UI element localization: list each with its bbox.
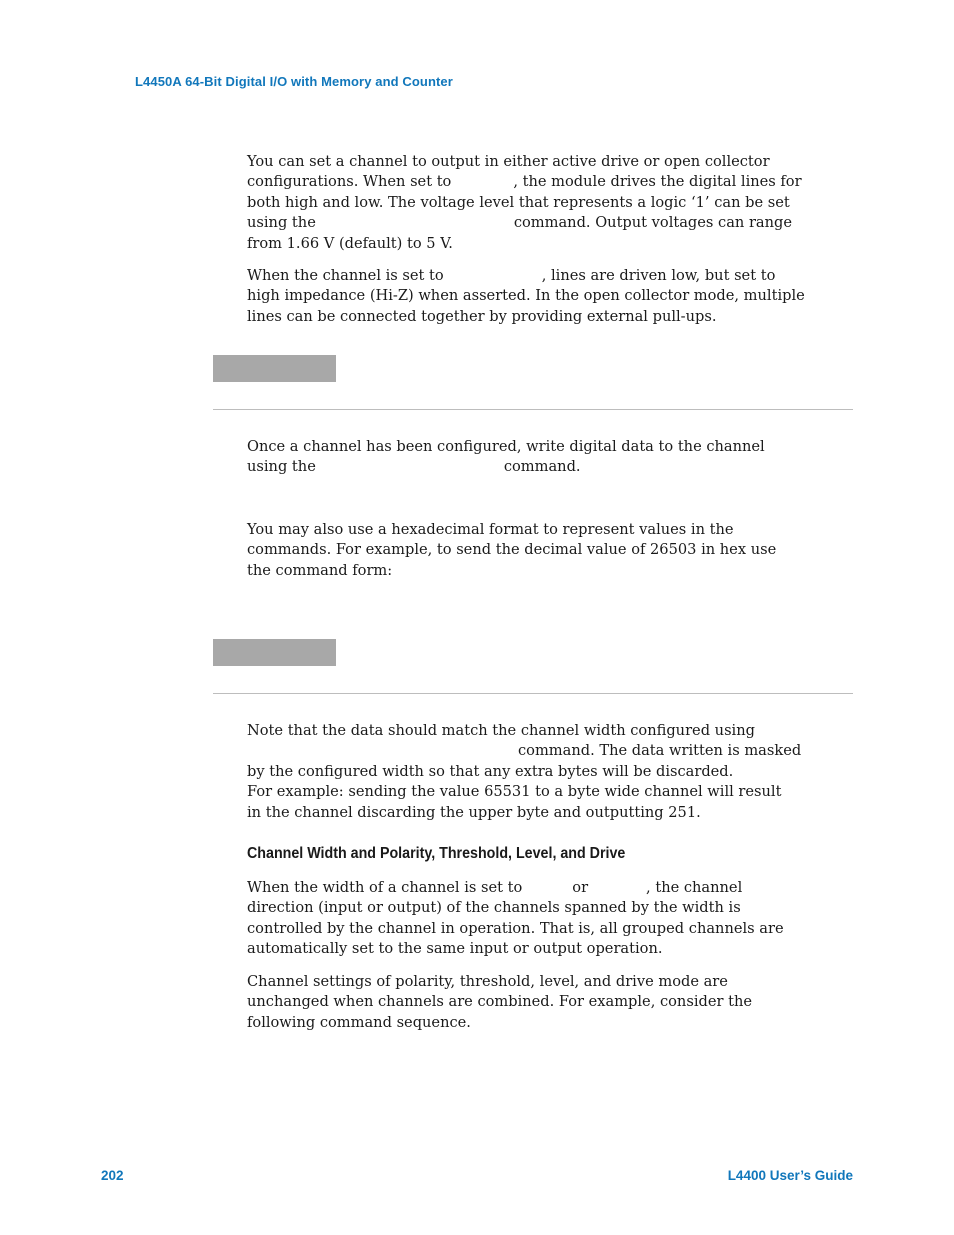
text-line: command. The data written is masked — [518, 742, 802, 760]
text-line: Once a channel has been configured, write digital data to the channel — [247, 438, 765, 455]
text-line: When the width of a channel is set to or , the channel — [247, 879, 743, 896]
text-line: configurations. When set to , the module drives the digital lines for — [247, 173, 802, 191]
divider-rule — [213, 409, 853, 410]
example-label-box — [213, 355, 336, 382]
section-heading: Channel Width and Polarity, Threshold, Level, and Drive — [247, 845, 626, 862]
text-line: You can set a channel to output in either active drive or open collector — [247, 153, 770, 170]
page-number: 202 — [101, 1168, 124, 1183]
paragraph-width-grouping — [247, 878, 784, 960]
paragraph-width-mask — [247, 721, 801, 823]
text-line: direction (input or output) of the channels spanned by the width is — [247, 899, 741, 917]
text-line: Note that the data should match the channel width configured using — [247, 722, 755, 739]
text-line: by the configured width so that any extra bytes will be discarded. — [247, 762, 734, 780]
text-line: automatically set to the same input or output operation. — [247, 940, 663, 958]
paragraph-drive-config — [247, 152, 802, 254]
text-line: from 1.66 V (default) to 5 V. — [247, 234, 453, 252]
text-line: using the command. Output voltages can range — [247, 214, 793, 232]
text-line: unchanged when channels are combined. For example, consider the — [247, 993, 752, 1011]
text-line: high impedance (Hi-Z) when asserted. In the open collector mode, multiple — [247, 287, 805, 305]
text-line: You may also use a hexadecimal format to represent values in the — [247, 521, 734, 538]
footer-guide-title: L4400 User’s Guide — [727, 1168, 853, 1183]
text-line: When the channel is set to , lines are driven low, but set to — [247, 267, 776, 284]
text-line: controlled by the channel in operation. That is, all grouped channels are — [247, 919, 784, 937]
paragraph-open-collector — [247, 266, 805, 327]
text-line: Channel settings of polarity, threshold, level, and drive mode are — [247, 973, 728, 990]
text-line: For example: sending the value 65531 to a byte wide channel will result — [247, 783, 782, 801]
text-line: using the command. — [247, 458, 581, 476]
running-header: L4450A 64-Bit Digital I/O with Memory and Counter — [135, 74, 453, 89]
text-line: both high and low. The voltage level that represents a logic ‘1’ can be set — [247, 193, 790, 211]
example-label-box — [213, 639, 336, 666]
text-line: the command form: — [247, 561, 393, 579]
paragraph-hex-format — [247, 520, 776, 581]
paragraph-settings-unchanged — [247, 972, 752, 1033]
paragraph-write-data — [247, 437, 765, 478]
text-line: lines can be connected together by providing external pull-ups. — [247, 307, 717, 325]
text-line: following command sequence. — [247, 1013, 471, 1031]
text-line: commands. For example, to send the decimal value of 26503 in hex use — [247, 541, 777, 559]
divider-rule — [213, 693, 853, 694]
text-line: in the channel discarding the upper byte and outputting 251. — [247, 803, 701, 821]
